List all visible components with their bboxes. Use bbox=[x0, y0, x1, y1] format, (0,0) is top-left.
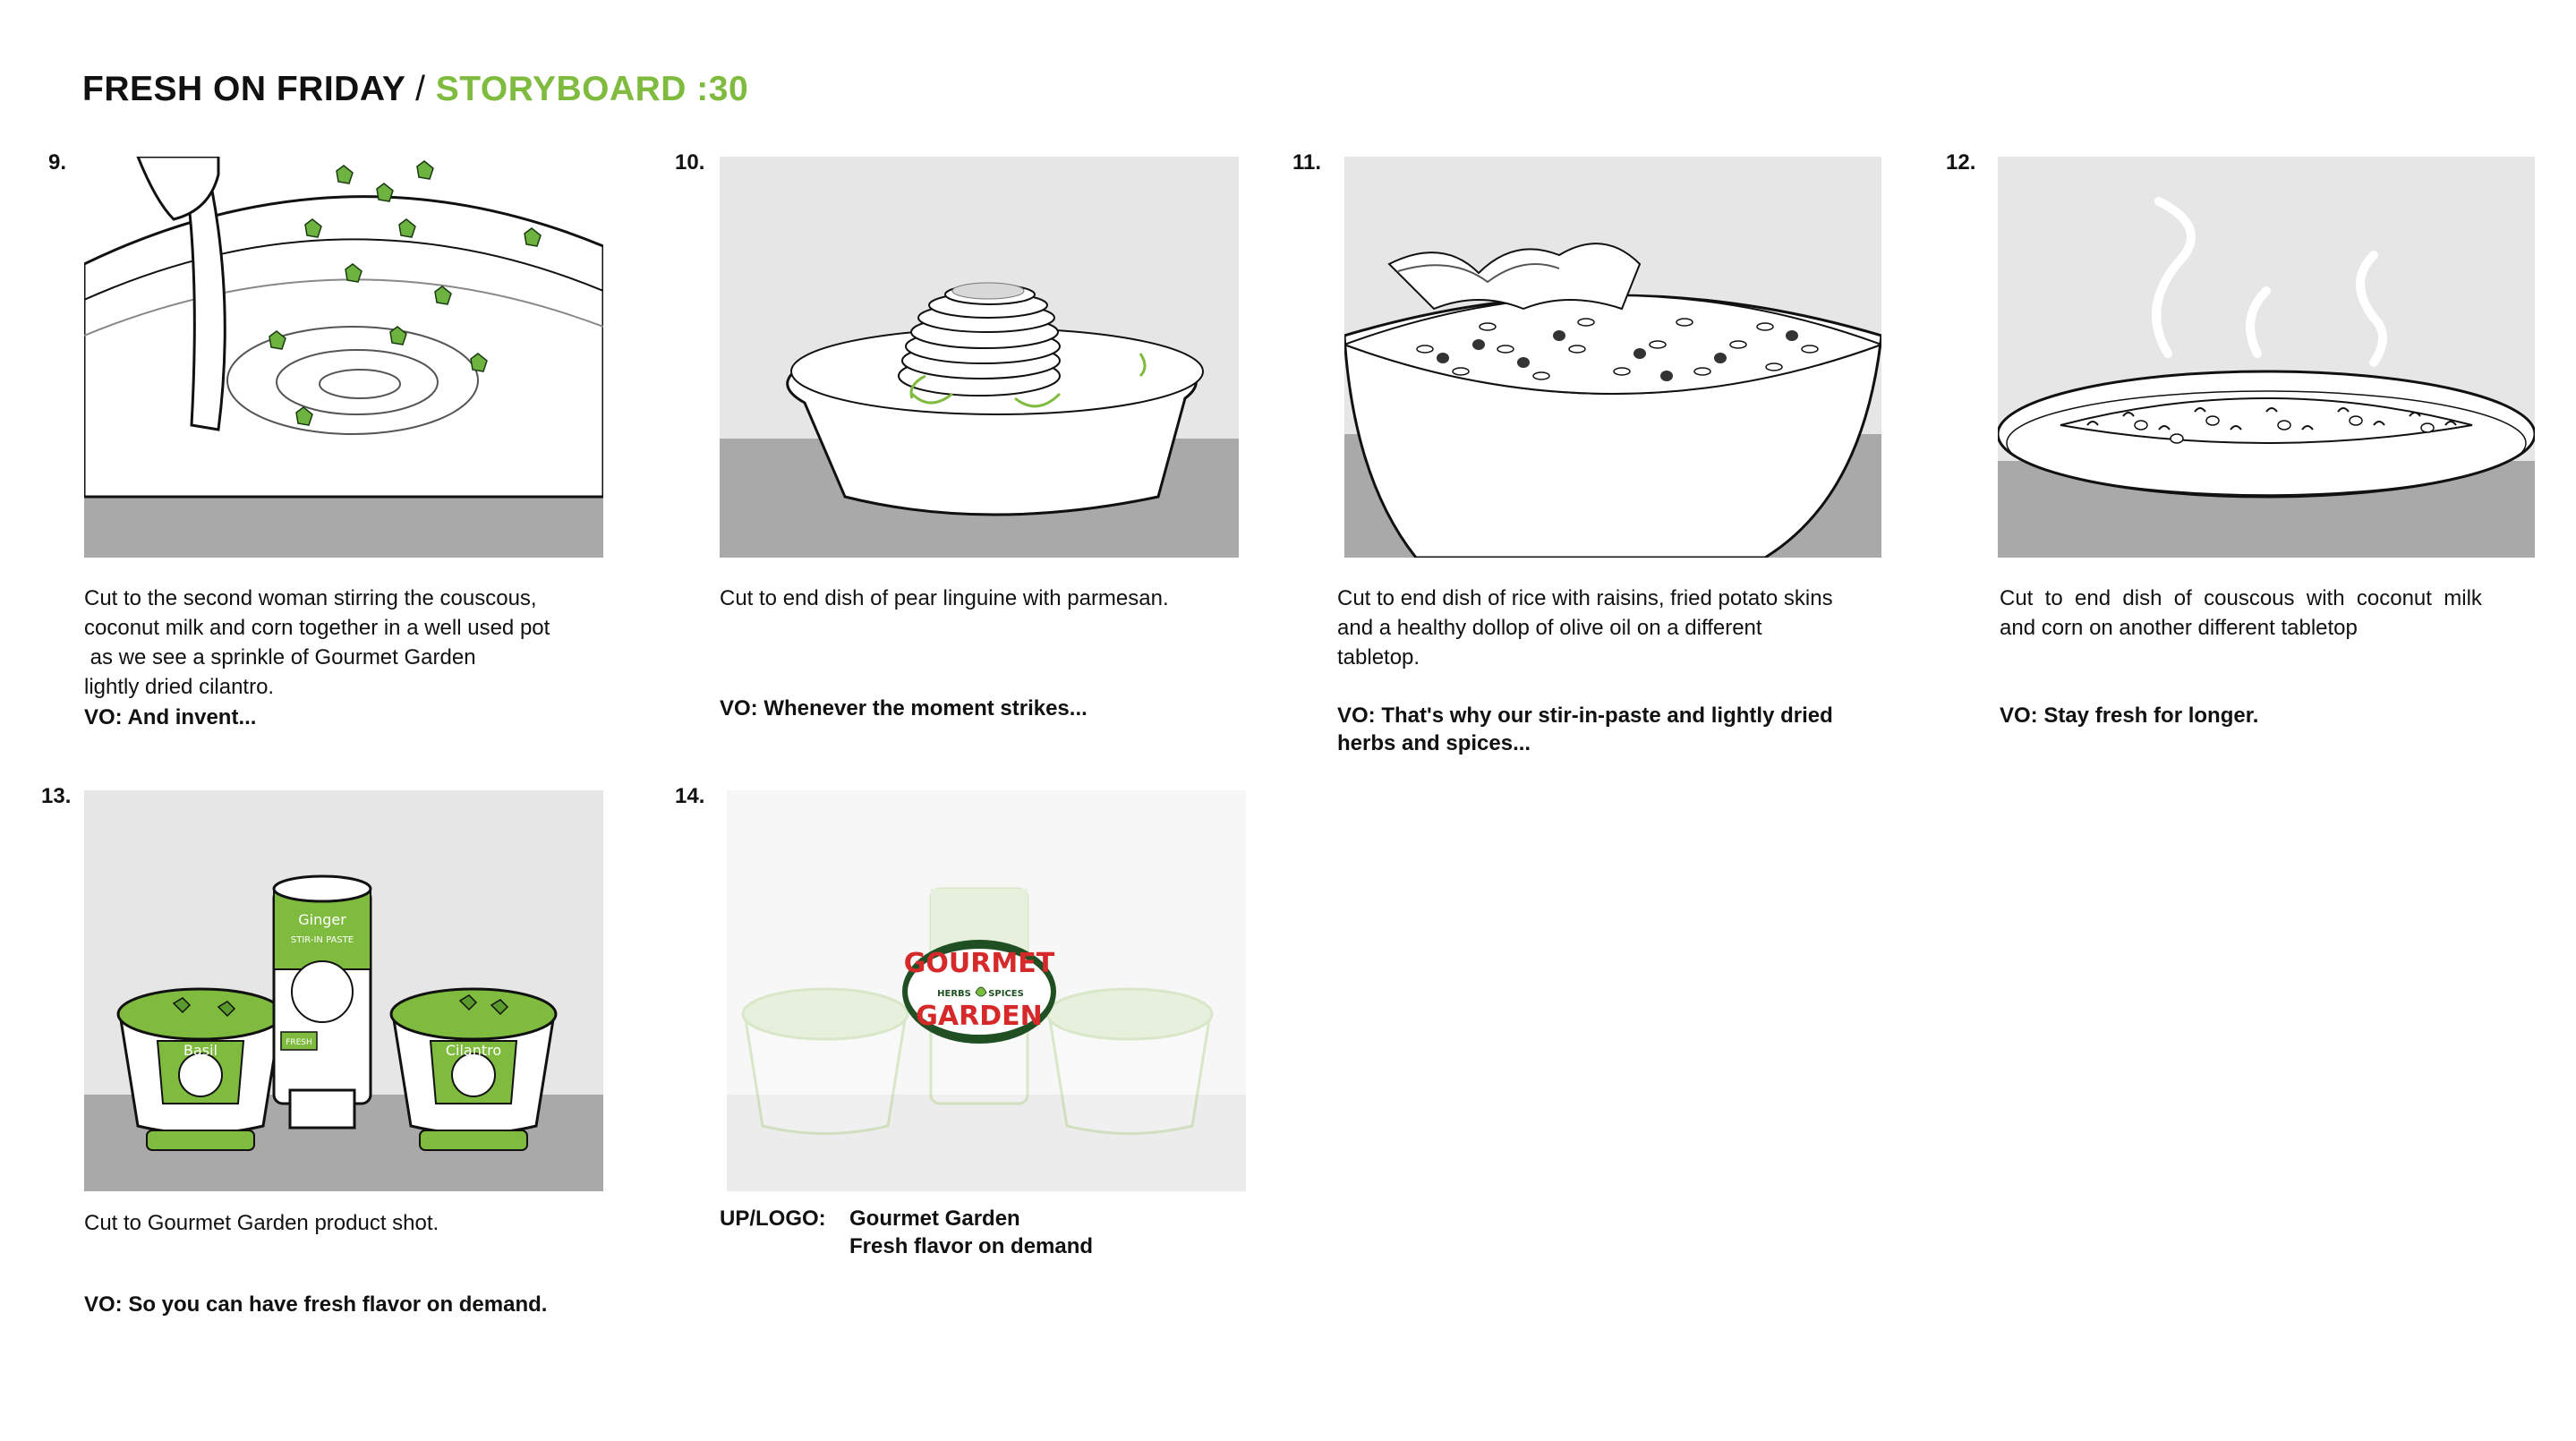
gourmet-garden-logo bbox=[902, 940, 1056, 1044]
panel-vo-13: VO: So you can have fresh flavor on demand. bbox=[84, 1292, 548, 1317]
logo-endframe-illustration bbox=[727, 790, 1246, 1191]
logo-bottom-text: GARDEN bbox=[916, 1001, 1043, 1032]
logo-line-1: Gourmet Garden bbox=[849, 1207, 1020, 1231]
vo-line: VO: That's why our stir-in-paste and lightly dried bbox=[1337, 703, 1833, 728]
basil-label: Basil bbox=[183, 1042, 218, 1059]
caption-line: coconut milk and corn together in a well used pot bbox=[84, 616, 550, 640]
panel-image-12 bbox=[1998, 157, 2535, 558]
panel-caption-13 bbox=[84, 1208, 439, 1238]
storyboard-title bbox=[82, 70, 748, 109]
fresh-label: FRESH bbox=[286, 1038, 312, 1047]
couscous-plate-illustration bbox=[1998, 157, 2535, 558]
logo-herbs-text: HERBS bbox=[937, 989, 971, 999]
panel-number-13: 13. bbox=[41, 784, 72, 808]
caption-line: Cut to end dish of pear linguine with parmesan. bbox=[720, 586, 1169, 610]
panel-number-12: 12. bbox=[1946, 150, 1976, 175]
logo-spices-text: SPICES bbox=[988, 989, 1024, 999]
panel-number-9: 9. bbox=[48, 150, 67, 175]
logo-line-2: Fresh flavor on demand bbox=[849, 1234, 1094, 1258]
panel-image-11 bbox=[1344, 157, 1881, 558]
title-accent: STORYBOARD :30 bbox=[435, 70, 749, 108]
vo-line: herbs and spices... bbox=[1337, 731, 1531, 755]
panel-caption-9 bbox=[84, 584, 550, 702]
title-separator: / bbox=[415, 70, 426, 108]
panel-vo-9: VO: And invent... bbox=[84, 705, 257, 729]
caption-line: Cut to Gourmet Garden product shot. bbox=[84, 1211, 439, 1235]
cilantro-label: Cilantro bbox=[445, 1042, 502, 1059]
panel-image-9 bbox=[84, 157, 603, 558]
caption-line: Cut to end dish of rice with raisins, fried potato skins bbox=[1337, 586, 1833, 610]
up-logo-block bbox=[720, 1205, 1093, 1260]
panel-image-13 bbox=[84, 790, 603, 1191]
panel-vo-10: VO: Whenever the moment strikes... bbox=[720, 696, 1088, 720]
rice-bowl-illustration bbox=[1344, 157, 1881, 558]
panel-vo-12: VO: Stay fresh for longer. bbox=[2000, 703, 2259, 728]
panel-image-14 bbox=[727, 790, 1246, 1191]
caption-line: Cut to end dish of couscous with coconut milk bbox=[2000, 586, 2482, 610]
panel-number-10: 10. bbox=[675, 150, 705, 175]
panel-caption-11 bbox=[1337, 584, 1833, 672]
title-main: FRESH ON FRIDAY bbox=[82, 70, 405, 108]
stir-in-paste-label: STIR-IN PASTE bbox=[290, 935, 354, 945]
panel-vo-11 bbox=[1337, 702, 1833, 757]
caption-line: and a healthy dollop of olive oil on a different bbox=[1337, 616, 1762, 640]
panel-number-14: 14. bbox=[675, 784, 705, 808]
panel-number-11: 11. bbox=[1292, 150, 1322, 175]
panel-caption-12 bbox=[2000, 584, 2482, 643]
logo-top-text: GOURMET bbox=[903, 948, 1055, 979]
caption-line: lightly dried cilantro. bbox=[84, 675, 275, 699]
caption-line: as we see a sprinkle of Gourmet Garden bbox=[84, 645, 476, 669]
product-shot-illustration bbox=[84, 790, 603, 1191]
linguine-plate-illustration bbox=[720, 157, 1239, 558]
panel-image-10 bbox=[720, 157, 1239, 558]
caption-line: Cut to the second woman stirring the couscous, bbox=[84, 586, 537, 610]
stirring-pot-illustration bbox=[84, 157, 603, 558]
up-logo-label: UP/LOGO: bbox=[720, 1207, 826, 1231]
panel-caption-10 bbox=[720, 584, 1169, 613]
caption-line: tabletop. bbox=[1337, 645, 1420, 669]
ginger-label: Ginger bbox=[298, 911, 346, 928]
caption-line: and corn on another different tabletop bbox=[2000, 616, 2358, 640]
